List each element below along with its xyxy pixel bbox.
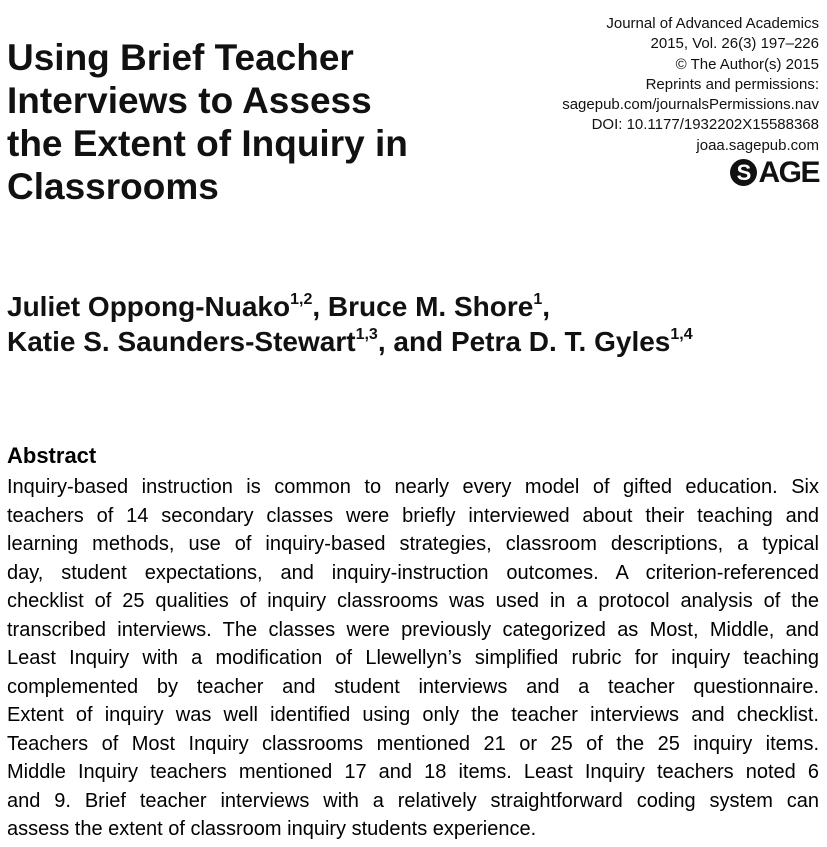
reprints-link[interactable]: sagepub.com/journalsPermissions.nav: [562, 96, 819, 114]
abstract-body: [7, 473, 819, 844]
abstract-line: assess the extent of classroom inquiry students experience.: [7, 818, 537, 840]
author-separator: , and: [377, 326, 451, 357]
title-line-1: Using Brief Teacher: [7, 37, 354, 78]
abstract-line: checklist of 25 qualities of inquiry classrooms was used in a protocol analysis of the: [7, 590, 819, 612]
sage-logo: [730, 156, 819, 189]
abstract-line: learning methods, use of inquiry-based strategies, classroom descriptions, a typical: [7, 533, 819, 555]
doi-link[interactable]: DOI: 10.1177/1932202X15588368: [591, 116, 819, 134]
author-affiliation: 1: [533, 291, 543, 308]
author-list: [7, 289, 693, 359]
abstract-line: transcribed interviews. The classes were previously categorized as Most, Middle, and: [7, 618, 819, 641]
author-affiliation: 1,2: [290, 291, 313, 308]
title-line-4: Classrooms: [7, 166, 219, 207]
journal-info: [562, 14, 819, 156]
title-line-2: Interviews to Assess: [7, 80, 372, 121]
abstract-line: Middle Inquiry teachers mentioned 17 and 18 items. Least Inquiry teachers noted 6: [7, 761, 819, 783]
author-affiliation: 1,4: [670, 326, 693, 343]
author-separator: ,: [542, 291, 550, 322]
author-line-1: [7, 289, 693, 324]
sage-logo-circle-icon: S: [730, 159, 757, 186]
author-name: Bruce M. Shore: [327, 291, 534, 322]
title-line-3: the Extent of Inquiry in: [7, 123, 408, 164]
abstract-line: Inquiry-based instruction is common to nearly every model of gifted education. Six: [7, 476, 819, 498]
sage-logo-text: AGE: [758, 156, 819, 189]
abstract-line: day, student expectations, and inquiry-instruction outcomes. A criterion-referenced: [7, 561, 819, 584]
journal-name: Journal of Advanced Academics: [606, 15, 819, 32]
author-name: Katie S. Saunders-Stewart: [7, 326, 356, 357]
author-line-2: [7, 324, 693, 359]
abstract-line: Least Inquiry with a modification of Llewellyn’s simplified rubric for inquiry teaching: [7, 647, 819, 669]
abstract-line: Extent of inquiry was well identified using only the teacher interviews and checklist.: [7, 704, 819, 726]
abstract-line: complemented by teacher and student interviews and a teacher questionnaire.: [7, 675, 819, 698]
abstract-line: teachers of 14 secondary classes were briefly interviewed about their teaching and: [7, 504, 819, 527]
reprints-label: Reprints and permissions:: [645, 75, 819, 93]
journal-volume: 2015, Vol. 26(3) 197–226: [650, 35, 819, 53]
copyright-notice: © The Author(s) 2015: [675, 55, 819, 73]
author-affiliation: 1,3: [355, 326, 378, 343]
abstract-line: Teachers of Most Inquiry classrooms mentioned 21 or 25 of the 25 inquiry items.: [7, 732, 819, 755]
journal-website-link[interactable]: joaa.sagepub.com: [696, 136, 819, 154]
abstract-line: and 9. Brief teacher interviews with a relatively straightforward coding system can: [7, 789, 819, 812]
author-separator: ,: [312, 291, 328, 322]
abstract-heading: Abstract: [7, 443, 97, 468]
paper-title: [7, 36, 408, 208]
author-name: Juliet Oppong-Nuako: [7, 291, 291, 322]
author-name: Petra D. T. Gyles: [450, 326, 671, 357]
